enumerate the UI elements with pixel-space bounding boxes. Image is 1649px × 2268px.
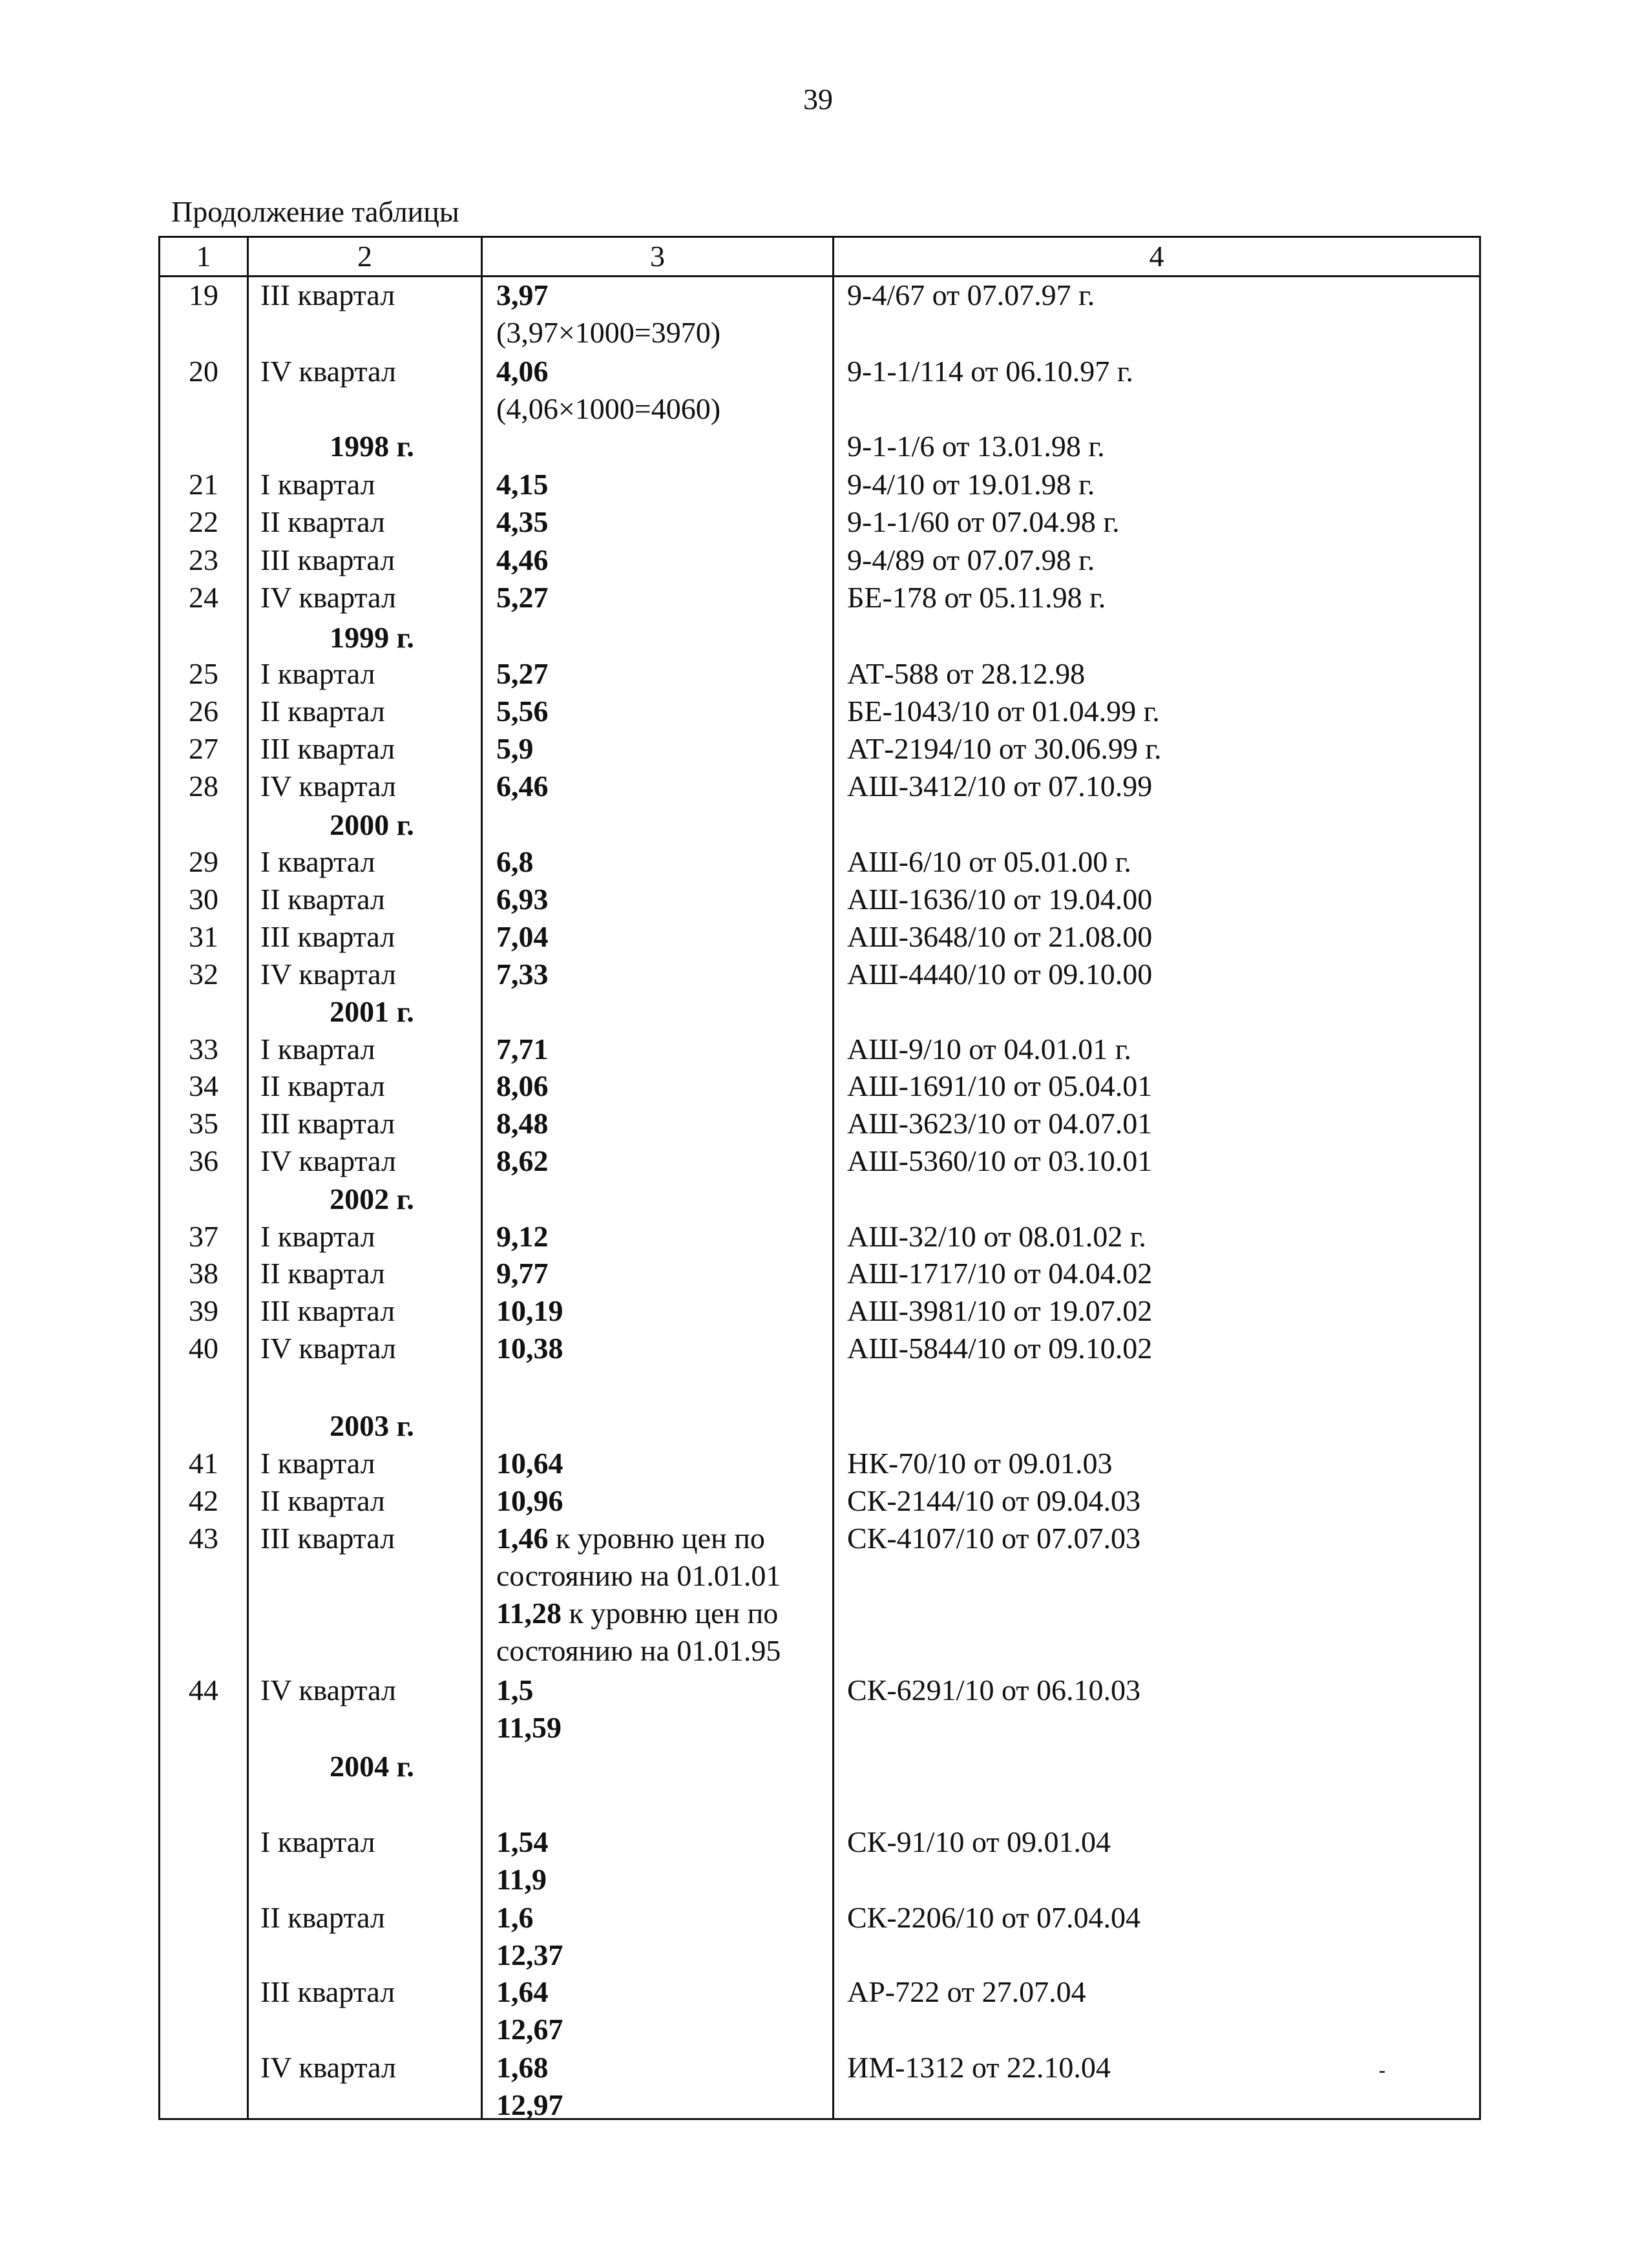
index-value-line bbox=[496, 1937, 832, 1974]
index-value-line bbox=[496, 843, 832, 881]
index-value: 10,38 bbox=[496, 1332, 563, 1365]
document-ref-cell: АР-722 от 27.07.04 bbox=[847, 1975, 1086, 2008]
index-value: 5,27 bbox=[496, 657, 549, 690]
index-value-line bbox=[496, 1557, 832, 1595]
index-value: 3,97 bbox=[496, 278, 549, 311]
row-number: 34 bbox=[189, 1069, 218, 1102]
row-number: 40 bbox=[189, 1332, 218, 1365]
period-cell: II квартал bbox=[260, 1257, 385, 1290]
document-ref-cell: АШ-1717/10 от 04.04.02 bbox=[847, 1257, 1153, 1290]
index-value-line bbox=[496, 693, 832, 730]
period-cell: III квартал bbox=[260, 1975, 395, 2008]
row-number: 36 bbox=[189, 1144, 218, 1177]
index-value-cell bbox=[496, 1255, 832, 1292]
index-value-cell bbox=[496, 1067, 832, 1105]
year-label: 2000 г. bbox=[330, 808, 414, 841]
index-value-cell bbox=[496, 1031, 832, 1068]
document-ref-cell: АТ-2194/10 от 30.06.99 г. bbox=[847, 732, 1162, 765]
index-value: 7,04 bbox=[496, 920, 549, 953]
index-value-cell bbox=[496, 2049, 832, 2124]
index-value-line bbox=[496, 918, 832, 956]
index-value-cell bbox=[496, 1823, 832, 1898]
document-ref-cell: АШ-5844/10 от 09.10.02 bbox=[847, 1332, 1153, 1365]
index-value-line bbox=[496, 353, 832, 390]
row-number: 31 bbox=[189, 920, 218, 953]
document-ref-cell: БЕ-178 от 05.11.98 г. bbox=[847, 581, 1106, 614]
index-value: 10,19 bbox=[496, 1294, 563, 1327]
period-cell: II квартал bbox=[260, 1901, 385, 1934]
year-label: 2003 г. bbox=[330, 1409, 414, 1442]
period-cell: IV квартал bbox=[260, 355, 396, 388]
index-value-cell bbox=[496, 353, 832, 428]
index-value-cell bbox=[496, 503, 832, 541]
index-value-line bbox=[496, 1031, 832, 1068]
row-number: 41 bbox=[189, 1447, 218, 1480]
period-cell: III квартал bbox=[260, 732, 395, 765]
index-value-cell bbox=[496, 1672, 832, 1747]
document-ref-cell: АШ-3623/10 от 04.07.01 bbox=[847, 1107, 1153, 1140]
index-value-cell bbox=[496, 730, 832, 768]
index-value-line bbox=[496, 1105, 832, 1142]
row-number: 32 bbox=[189, 958, 218, 991]
index-value: 10,64 bbox=[496, 1447, 563, 1480]
period-cell: IV квартал bbox=[260, 958, 396, 991]
period-cell: II квартал bbox=[260, 883, 385, 916]
document-ref-cell: 9-1-1/6 от 13.01.98 г. bbox=[847, 430, 1105, 463]
index-value: 7,71 bbox=[496, 1033, 549, 1066]
index-value-line bbox=[496, 1218, 832, 1255]
index-value-cell bbox=[496, 1482, 832, 1520]
table-header bbox=[160, 238, 1479, 277]
index-value-line bbox=[496, 2086, 832, 2124]
index-value: 1,46 bbox=[496, 1522, 549, 1555]
row-number: 39 bbox=[189, 1294, 218, 1327]
year-label: 2001 г. bbox=[330, 995, 414, 1028]
index-value: состоянию на 01.01.95 bbox=[496, 1634, 781, 1667]
document-ref-cell: АШ-6/10 от 05.01.00 г. bbox=[847, 845, 1131, 878]
document-ref-cell: 9-4/89 от 07.07.98 г. bbox=[847, 543, 1095, 576]
index-value-line bbox=[496, 466, 832, 503]
year-label: 1999 г. bbox=[330, 621, 414, 654]
period-cell: IV квартал bbox=[260, 1332, 396, 1365]
index-value: 10,96 bbox=[496, 1484, 563, 1517]
index-value: 8,06 bbox=[496, 1069, 549, 1102]
index-value-line bbox=[496, 881, 832, 918]
index-value-line bbox=[496, 956, 832, 993]
year-label: 2004 г. bbox=[330, 1750, 414, 1783]
index-value-cell bbox=[496, 956, 832, 993]
index-value: 12,37 bbox=[496, 1938, 563, 1971]
row-number: 37 bbox=[189, 1220, 218, 1253]
row-number: 33 bbox=[189, 1033, 218, 1066]
index-value: 4,46 bbox=[496, 543, 549, 576]
index-value-cell bbox=[496, 1973, 832, 2048]
period-cell: II квартал bbox=[260, 1069, 385, 1102]
index-value-line bbox=[496, 1973, 832, 2011]
index-value: 1,64 bbox=[496, 1975, 549, 2008]
index-value-cell bbox=[496, 881, 832, 918]
index-value: 5,9 bbox=[496, 732, 534, 765]
document-ref-cell: АШ-3412/10 от 07.10.99 bbox=[847, 770, 1153, 803]
index-value-line bbox=[496, 1632, 832, 1670]
period-cell: III квартал bbox=[260, 1294, 395, 1327]
period-cell: III квартал bbox=[260, 543, 395, 576]
index-value-line bbox=[496, 1292, 832, 1330]
header-col-3: 3 bbox=[650, 240, 665, 273]
document-ref-cell: БЕ-1043/10 от 01.04.99 г. bbox=[847, 695, 1160, 728]
index-value: 1,54 bbox=[496, 1825, 549, 1858]
index-value-cell bbox=[496, 768, 832, 805]
document-ref-cell: АШ-9/10 от 04.01.01 г. bbox=[847, 1033, 1131, 1066]
period-cell: II квартал bbox=[260, 695, 385, 728]
index-value: 1,6 bbox=[496, 1901, 534, 1934]
index-value: 11,28 bbox=[496, 1597, 562, 1630]
period-cell: IV квартал bbox=[260, 770, 396, 803]
period-cell: IV квартал bbox=[260, 581, 396, 614]
row-number: 24 bbox=[189, 581, 218, 614]
index-value-cell bbox=[496, 843, 832, 881]
index-value-cell bbox=[496, 693, 832, 730]
document-ref-cell: АШ-3648/10 от 21.08.00 bbox=[847, 920, 1153, 953]
index-value: (3,97×1000=3970) bbox=[496, 316, 721, 349]
row-number: 43 bbox=[189, 1522, 218, 1555]
year-label: 1998 г. bbox=[330, 430, 414, 463]
document-ref-cell: АТ-588 от 28.12.98 bbox=[847, 657, 1086, 690]
row-number: 22 bbox=[189, 505, 218, 538]
period-cell: IV квартал bbox=[260, 2051, 396, 2084]
document-ref-cell: АШ-3981/10 от 19.07.02 bbox=[847, 1294, 1153, 1327]
period-cell: I квартал bbox=[260, 1447, 375, 1480]
row-number: 25 bbox=[189, 657, 218, 690]
index-value: 7,33 bbox=[496, 958, 549, 991]
index-value-line bbox=[496, 314, 832, 352]
index-value-line bbox=[496, 2049, 832, 2086]
period-cell: III квартал bbox=[260, 1107, 395, 1140]
index-value-line bbox=[496, 1330, 832, 1367]
document-ref-cell: ИМ-1312 от 22.10.04 bbox=[847, 2051, 1111, 2084]
document-ref-cell: АШ-1636/10 от 19.04.00 bbox=[847, 883, 1153, 916]
document-ref-cell: СК-4107/10 от 07.07.03 bbox=[847, 1522, 1140, 1555]
index-table bbox=[158, 236, 1481, 2120]
header-col-2: 2 bbox=[357, 240, 372, 273]
index-value: 4,06 bbox=[496, 355, 549, 388]
index-value: 4,15 bbox=[496, 468, 549, 501]
index-value-line bbox=[496, 1861, 832, 1898]
index-value: 8,62 bbox=[496, 1144, 549, 1177]
index-value-cell bbox=[496, 655, 832, 693]
period-cell: II квартал bbox=[260, 505, 385, 538]
document-ref-cell: СК-6291/10 от 06.10.03 bbox=[847, 1674, 1140, 1706]
index-value-line bbox=[496, 1823, 832, 1861]
index-value: 6,8 bbox=[496, 845, 534, 878]
index-value-line bbox=[496, 1445, 832, 1482]
index-value-line bbox=[496, 579, 832, 616]
period-cell: I квартал bbox=[260, 1220, 375, 1253]
index-value-cell bbox=[496, 1330, 832, 1367]
period-cell: III квартал bbox=[260, 278, 395, 311]
index-value-line bbox=[496, 768, 832, 805]
period-cell: I квартал bbox=[260, 1825, 375, 1858]
column-divider bbox=[247, 238, 249, 2118]
document-ref-cell: 9-1-1/114 от 06.10.97 г. bbox=[847, 355, 1133, 388]
index-value-line bbox=[496, 390, 832, 428]
document-ref-cell: 9-1-1/60 от 07.04.98 г. bbox=[847, 505, 1120, 538]
index-value-cell bbox=[496, 1899, 832, 1974]
index-value-line bbox=[496, 2011, 832, 2048]
row-number: 27 bbox=[189, 732, 218, 765]
period-cell: III квартал bbox=[260, 1522, 395, 1555]
index-value-cell bbox=[496, 1445, 832, 1482]
row-number: 30 bbox=[189, 883, 218, 916]
index-value: 11,9 bbox=[496, 1863, 547, 1896]
period-cell: I квартал bbox=[260, 468, 375, 501]
row-number: 35 bbox=[189, 1107, 218, 1140]
index-value: 11,59 bbox=[496, 1711, 562, 1744]
page-number: 39 bbox=[803, 83, 833, 116]
index-value: 5,56 bbox=[496, 695, 549, 728]
index-value-line bbox=[496, 1067, 832, 1105]
index-value-cell bbox=[496, 1218, 832, 1255]
index-value-line bbox=[496, 1482, 832, 1520]
index-value-line bbox=[496, 1520, 832, 1557]
header-col-1: 1 bbox=[196, 240, 211, 273]
table-caption: Продолжение таблицы bbox=[171, 195, 459, 228]
row-number: 20 bbox=[189, 355, 218, 388]
index-value-line bbox=[496, 1899, 832, 1937]
period-cell: I квартал bbox=[260, 845, 375, 878]
index-value: 5,27 bbox=[496, 581, 549, 614]
index-value-line bbox=[496, 1595, 832, 1632]
index-value-line bbox=[496, 730, 832, 768]
row-number: 38 bbox=[189, 1257, 218, 1290]
index-value-line bbox=[496, 1255, 832, 1292]
document-ref-cell: АШ-4440/10 от 09.10.00 bbox=[847, 958, 1153, 991]
column-divider bbox=[832, 238, 834, 2118]
period-cell: I квартал bbox=[260, 1033, 375, 1066]
index-value-line bbox=[496, 541, 832, 579]
scan-speck bbox=[1380, 2071, 1385, 2073]
row-number: 28 bbox=[189, 770, 218, 803]
document-ref-cell: АШ-5360/10 от 03.10.01 bbox=[847, 1144, 1153, 1177]
row-number: 23 bbox=[189, 543, 218, 576]
index-value: 12,97 bbox=[496, 2088, 563, 2121]
index-value-cell bbox=[496, 1520, 832, 1670]
row-number: 21 bbox=[189, 468, 218, 501]
row-number: 19 bbox=[189, 278, 218, 311]
index-value-line bbox=[496, 655, 832, 693]
index-value-cell bbox=[496, 466, 832, 503]
row-number: 42 bbox=[189, 1484, 218, 1517]
row-number: 44 bbox=[189, 1674, 218, 1706]
index-value-cell bbox=[496, 541, 832, 579]
index-value: 9,12 bbox=[496, 1220, 549, 1253]
period-cell: II квартал bbox=[260, 1484, 385, 1517]
document-ref-cell: АШ-32/10 от 08.01.02 г. bbox=[847, 1220, 1146, 1253]
index-value-line bbox=[496, 1709, 832, 1747]
index-value: (4,06×1000=4060) bbox=[496, 392, 721, 425]
document-ref-cell: НК-70/10 от 09.01.03 bbox=[847, 1447, 1113, 1480]
index-value-cell bbox=[496, 918, 832, 956]
index-value: 9,77 bbox=[496, 1257, 549, 1290]
year-label: 2002 г. bbox=[330, 1182, 414, 1215]
index-value-cell bbox=[496, 1292, 832, 1330]
index-value-cell bbox=[496, 1105, 832, 1142]
document-ref-cell: СК-2206/10 от 07.04.04 bbox=[847, 1901, 1140, 1934]
document-ref-cell: 9-4/10 от 19.01.98 г. bbox=[847, 468, 1095, 501]
index-value-line bbox=[496, 503, 832, 541]
index-value: состоянию на 01.01.01 bbox=[496, 1559, 781, 1592]
document-ref-cell: 9-4/67 от 07.07.97 г. bbox=[847, 278, 1095, 311]
index-value: 6,93 bbox=[496, 883, 549, 916]
document-ref-cell: СК-91/10 от 09.01.04 bbox=[847, 1825, 1111, 1858]
header-col-4: 4 bbox=[1149, 240, 1164, 273]
index-value-note: к уровню цен по bbox=[561, 1597, 779, 1630]
index-value-cell bbox=[496, 1142, 832, 1180]
period-cell: IV квартал bbox=[260, 1674, 396, 1706]
index-value: 8,48 bbox=[496, 1107, 549, 1140]
document-ref-cell: АШ-1691/10 от 05.04.01 bbox=[847, 1069, 1153, 1102]
period-cell: IV квартал bbox=[260, 1144, 396, 1177]
column-divider bbox=[481, 238, 483, 2118]
index-value: 12,67 bbox=[496, 2013, 563, 2046]
index-value: 1,5 bbox=[496, 1674, 534, 1706]
row-number: 29 bbox=[189, 845, 218, 878]
index-value-note: к уровню цен по bbox=[548, 1522, 765, 1555]
index-value: 4,35 bbox=[496, 505, 549, 538]
index-value-cell bbox=[496, 579, 832, 616]
document-ref-cell: СК-2144/10 от 09.04.03 bbox=[847, 1484, 1140, 1517]
index-value-line bbox=[496, 277, 832, 314]
row-number: 26 bbox=[189, 695, 218, 728]
index-value: 1,68 bbox=[496, 2051, 549, 2084]
index-value-line bbox=[496, 1142, 832, 1180]
period-cell: III квартал bbox=[260, 920, 395, 953]
index-value-line bbox=[496, 1672, 832, 1709]
index-value: 6,46 bbox=[496, 770, 549, 803]
index-value-cell bbox=[496, 277, 832, 352]
period-cell: I квартал bbox=[260, 657, 375, 690]
